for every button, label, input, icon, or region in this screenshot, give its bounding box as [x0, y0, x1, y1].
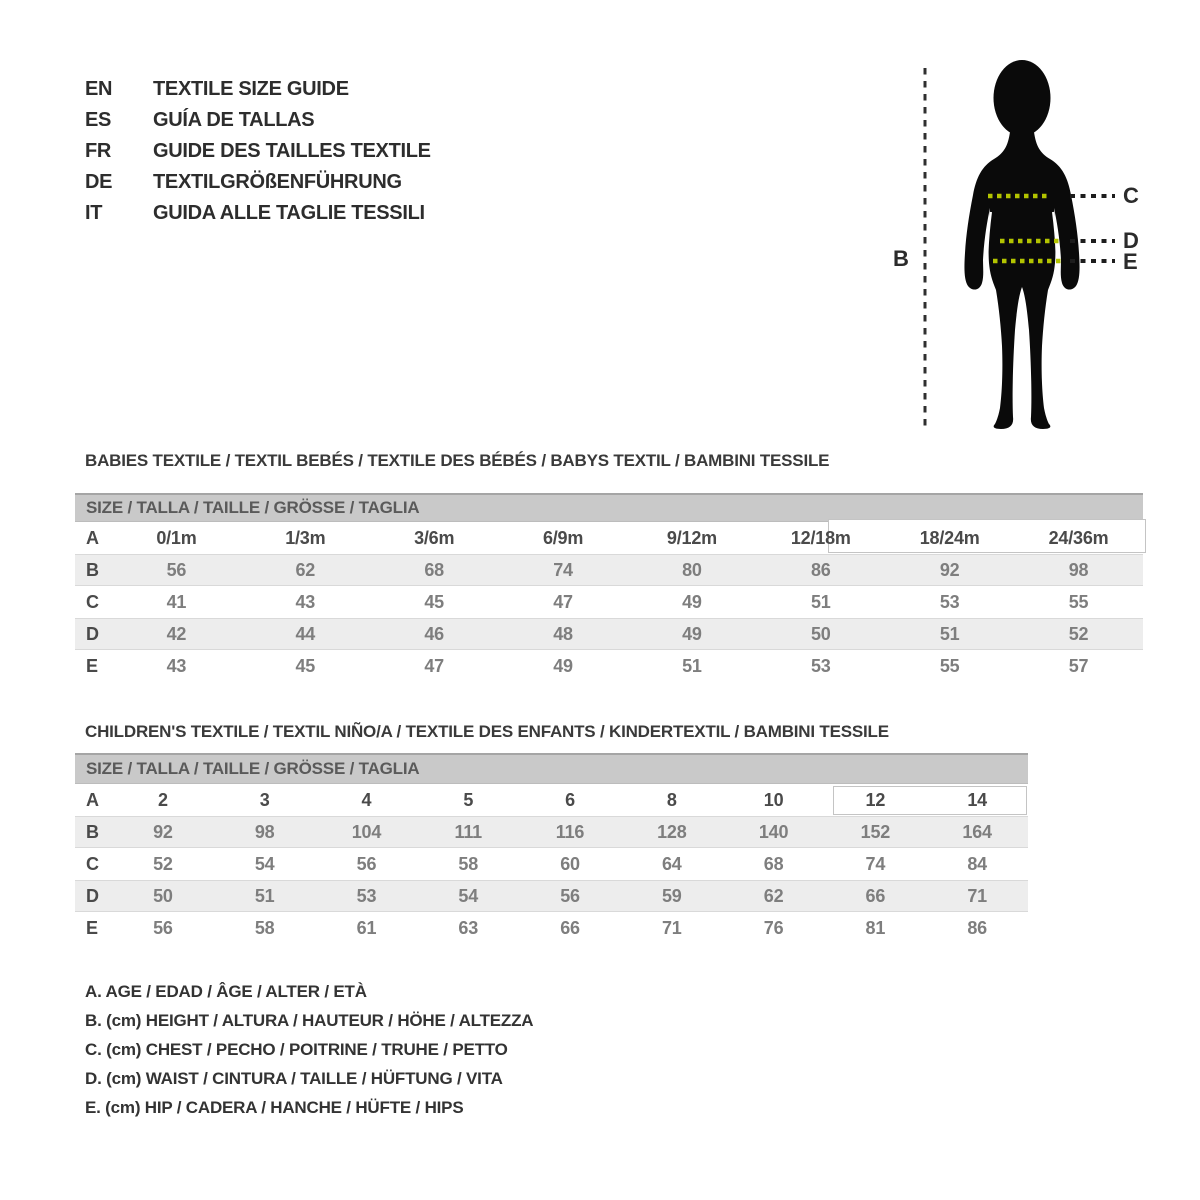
table-row-age: [75, 522, 1143, 554]
table-cell: 59: [661, 885, 682, 906]
table-cell: 64: [661, 853, 682, 874]
table-cell: 55: [939, 655, 960, 676]
table-cell: 12/18m: [790, 527, 851, 548]
row-label: C: [86, 591, 99, 612]
table-row-waist: [75, 618, 1143, 650]
table-cell: 68: [424, 559, 444, 580]
language-code: IT: [85, 202, 103, 224]
table-cell: 51: [811, 591, 831, 612]
language-title: GUIDA ALLE TAGLIE TESSILI: [153, 202, 425, 224]
table-cell: 0/1m: [156, 527, 197, 548]
chest-label-c: C: [1123, 183, 1139, 208]
table-cell: 56: [166, 559, 187, 580]
table-cell: 68: [763, 853, 784, 874]
table-cell: 47: [553, 591, 573, 612]
table-row-height: [75, 816, 1028, 848]
language-row: [85, 167, 431, 198]
row-label: E: [86, 655, 99, 676]
language-code: FR: [85, 140, 112, 162]
row-label: D: [86, 885, 99, 906]
language-title: TEXTILE SIZE GUIDE: [153, 78, 349, 100]
language-row: [85, 74, 431, 105]
table-cell: 80: [682, 559, 702, 580]
table-row-age: [75, 784, 1028, 816]
table-cell: 14: [967, 789, 987, 810]
table-cell: 12: [865, 789, 886, 810]
measurement-legend: [85, 977, 533, 1122]
table-cell: 3: [259, 789, 270, 810]
table-cell: 47: [424, 655, 444, 676]
language-title: TEXTILGRÖßENFÜHRUNG: [153, 171, 402, 193]
table-cell: 51: [939, 623, 960, 644]
table-row-height: [75, 554, 1143, 586]
children-size-table: [75, 753, 1028, 944]
table-cell: 18/24m: [919, 527, 980, 548]
table-cell: 49: [682, 591, 702, 612]
babies-size-table: [75, 493, 1143, 682]
table-cell: 9/12m: [666, 527, 717, 548]
table-cell: 111: [454, 821, 482, 842]
row-label: B: [86, 821, 99, 842]
table-cell: 51: [682, 655, 702, 676]
legend-item-chest: C. (cm) CHEST / PECHO / POITRINE / TRUHE / PETTO: [85, 1039, 508, 1059]
table-cell: 3/6m: [414, 527, 455, 548]
table-cell: 71: [967, 885, 987, 906]
table-cell: 71: [661, 917, 682, 938]
table-cell: 53: [811, 655, 831, 676]
language-title: GUÍA DE TALLAS: [153, 109, 315, 131]
table-cell: 74: [553, 559, 573, 580]
table-cell: 140: [758, 821, 789, 842]
size-header-band: SIZE / TALLA / TAILLE / GRÖSSE / TAGLIA: [75, 753, 1028, 784]
table-cell: 116: [555, 821, 585, 842]
table-cell: 84: [967, 853, 987, 874]
table-row-hip: [75, 912, 1028, 944]
table-cell: 54: [254, 853, 275, 874]
babies-section-title: BABIES TEXTILE / TEXTIL BEBÉS / TEXTILE DES BÉBÉS / BABYS TEXTIL / BAMBINI TESSILE: [85, 451, 830, 470]
table-cell: 50: [811, 623, 831, 644]
table-cell: 152: [860, 821, 891, 842]
table-cell: 56: [356, 853, 377, 874]
table-cell: 49: [682, 623, 702, 644]
waist-label-d: D: [1123, 228, 1139, 253]
row-label: B: [86, 559, 99, 580]
table-cell: 54: [458, 885, 479, 906]
table-cell: 4: [361, 789, 372, 810]
table-cell: 24/36m: [1048, 527, 1109, 548]
table-cell: 74: [865, 853, 886, 874]
children-section-title: CHILDREN'S TEXTILE / TEXTIL NIÑO/A / TEXTILE DES ENFANTS / KINDERTEXTIL / BAMBINI TESSILE: [85, 722, 889, 741]
language-title: GUIDE DES TAILLES TEXTILE: [153, 140, 431, 162]
language-title-list: [85, 74, 431, 229]
table-cell: 51: [254, 885, 275, 906]
table-cell: 43: [295, 591, 316, 612]
table-cell: 98: [254, 821, 275, 842]
table-cell: 61: [356, 917, 377, 938]
height-label-b: B: [893, 246, 909, 271]
table-cell: 86: [967, 917, 987, 938]
table-cell: 6: [565, 789, 575, 810]
table-cell: 1/3m: [285, 527, 326, 548]
row-label: D: [86, 623, 99, 644]
table-cell: 42: [166, 623, 187, 644]
table-cell: 44: [295, 623, 316, 644]
table-cell: 52: [153, 853, 173, 874]
table-cell: 55: [1068, 591, 1089, 612]
table-cell: 60: [560, 853, 580, 874]
child-silhouette-head: [994, 60, 1051, 136]
table-cell: 62: [763, 885, 784, 906]
table-cell: 43: [166, 655, 187, 676]
table-row-hip: [75, 650, 1143, 682]
table-cell: 45: [424, 591, 444, 612]
table-cell: 62: [295, 559, 316, 580]
table-cell: 8: [666, 789, 677, 810]
language-code: EN: [85, 78, 113, 100]
language-row: [85, 198, 431, 229]
language-code: ES: [85, 109, 112, 131]
table-cell: 49: [553, 655, 573, 676]
table-cell: 98: [1068, 559, 1089, 580]
child-measurement-diagram: [880, 50, 1160, 440]
legend-item-height: B. (cm) HEIGHT / ALTURA / HAUTEUR / HÖHE / ALTEZZA: [85, 1010, 534, 1030]
legend-item-waist: D. (cm) WAIST / CINTURA / TAILLE / HÜFTUNG / VITA: [85, 1068, 503, 1088]
size-header-band: SIZE / TALLA / TAILLE / GRÖSSE / TAGLIA: [75, 493, 1143, 522]
legend-item-hip: E. (cm) HIP / CADERA / HANCHE / HÜFTE / HIPS: [85, 1097, 464, 1117]
table-cell: 41: [166, 591, 187, 612]
table-cell: 164: [962, 821, 992, 842]
table-cell: 2: [157, 789, 168, 810]
table-cell: 10: [763, 789, 784, 810]
table-cell: 6/9m: [542, 527, 584, 548]
table-cell: 53: [939, 591, 960, 612]
table-cell: 81: [865, 917, 886, 938]
table-cell: 92: [153, 821, 173, 842]
table-cell: 58: [458, 853, 479, 874]
table-cell: 53: [356, 885, 377, 906]
table-cell: 56: [153, 917, 173, 938]
hip-label-e: E: [1123, 249, 1138, 274]
table-cell: 57: [1068, 655, 1089, 676]
table-cell: 66: [560, 917, 580, 938]
table-cell: 56: [560, 885, 580, 906]
child-silhouette-body: [964, 132, 1079, 429]
table-cell: 48: [553, 623, 573, 644]
table-cell: 104: [351, 821, 382, 842]
table-cell: 58: [254, 917, 275, 938]
legend-item-age: A. AGE / EDAD / ÂGE / ALTER / ETÀ: [85, 981, 367, 1001]
table-cell: 52: [1068, 623, 1089, 644]
table-row-waist: [75, 880, 1028, 912]
row-label: C: [86, 853, 99, 874]
language-row: [85, 105, 431, 136]
table-cell: 86: [811, 559, 831, 580]
table-cell: 46: [424, 623, 444, 644]
table-cell: 92: [939, 559, 960, 580]
table-row-chest: [75, 848, 1028, 880]
row-label: A: [86, 789, 99, 810]
row-label: A: [86, 527, 99, 548]
table-cell: 50: [153, 885, 173, 906]
table-row-chest: [75, 586, 1143, 618]
table-cell: 128: [657, 821, 687, 842]
language-row: [85, 136, 431, 167]
language-code: DE: [85, 171, 113, 193]
table-cell: 63: [458, 917, 479, 938]
table-cell: 45: [295, 655, 316, 676]
table-cell: 76: [763, 917, 784, 938]
table-cell: 5: [463, 789, 474, 810]
table-cell: 66: [865, 885, 886, 906]
row-label: E: [86, 917, 99, 938]
